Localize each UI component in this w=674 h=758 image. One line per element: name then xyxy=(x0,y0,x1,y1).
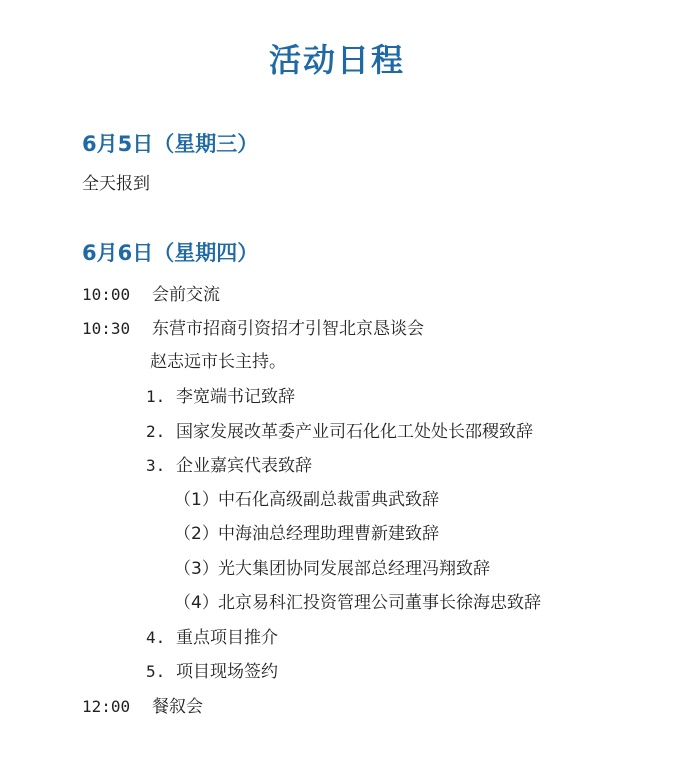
session-time: 10:30 xyxy=(82,319,131,338)
session-time: 10:00 xyxy=(82,285,131,304)
page-title: 活动日程 xyxy=(268,41,405,79)
guest-text: 光大集团协同发展部总经理冯翔致辞 xyxy=(218,559,490,579)
day-heading-june-5: 6月5日（星期三） xyxy=(82,132,259,156)
agenda-item xyxy=(146,454,312,478)
agenda-text: 李宽端书记致辞 xyxy=(176,387,295,407)
agenda-text: 企业嘉宾代表致辞 xyxy=(176,456,312,476)
agenda-text: 国家发展改革委产业司石化化工处处长邵稷致辞 xyxy=(176,422,533,442)
session-time: 12:00 xyxy=(82,697,131,716)
guest-speech-item xyxy=(174,522,439,546)
session-title: 东营市招商引资招才引智北京恳谈会 xyxy=(152,319,424,339)
guest-number: （2） xyxy=(174,524,219,544)
guest-text: 中海油总经理助理曹新建致辞 xyxy=(218,524,439,544)
session-title: 餐叙会 xyxy=(152,697,203,717)
guest-number: （1） xyxy=(174,490,219,510)
agenda-number: 2. xyxy=(146,422,166,441)
guest-speech-item xyxy=(174,488,439,512)
guest-number: （3） xyxy=(174,559,219,579)
guest-speech-item xyxy=(174,557,490,581)
session-host: 赵志远市长主持。 xyxy=(150,352,286,372)
agenda-text: 项目现场签约 xyxy=(176,662,278,682)
session-luncheon xyxy=(82,695,203,719)
agenda-number: 4. xyxy=(146,628,166,647)
agenda-number: 3. xyxy=(146,456,166,475)
agenda-number: 5. xyxy=(146,662,166,681)
agenda-item xyxy=(146,660,278,684)
agenda-item xyxy=(146,385,295,409)
session-title: 会前交流 xyxy=(152,285,220,305)
day1-registration: 全天报到 xyxy=(82,174,150,194)
agenda-text: 重点项目推介 xyxy=(176,628,278,648)
agenda-item xyxy=(146,626,278,650)
session-symposium xyxy=(82,317,424,341)
guest-number: （4） xyxy=(174,593,219,613)
agenda-item xyxy=(146,420,533,444)
agenda-number: 1. xyxy=(146,387,166,406)
guest-speech-item xyxy=(174,591,541,615)
guest-text: 中石化高级副总裁雷典武致辞 xyxy=(218,490,439,510)
day-heading-june-6: 6月6日（星期四） xyxy=(82,241,259,265)
guest-text: 北京易科汇投资管理公司董事长徐海忠致辞 xyxy=(218,593,541,613)
session-pre-meeting xyxy=(82,283,220,307)
